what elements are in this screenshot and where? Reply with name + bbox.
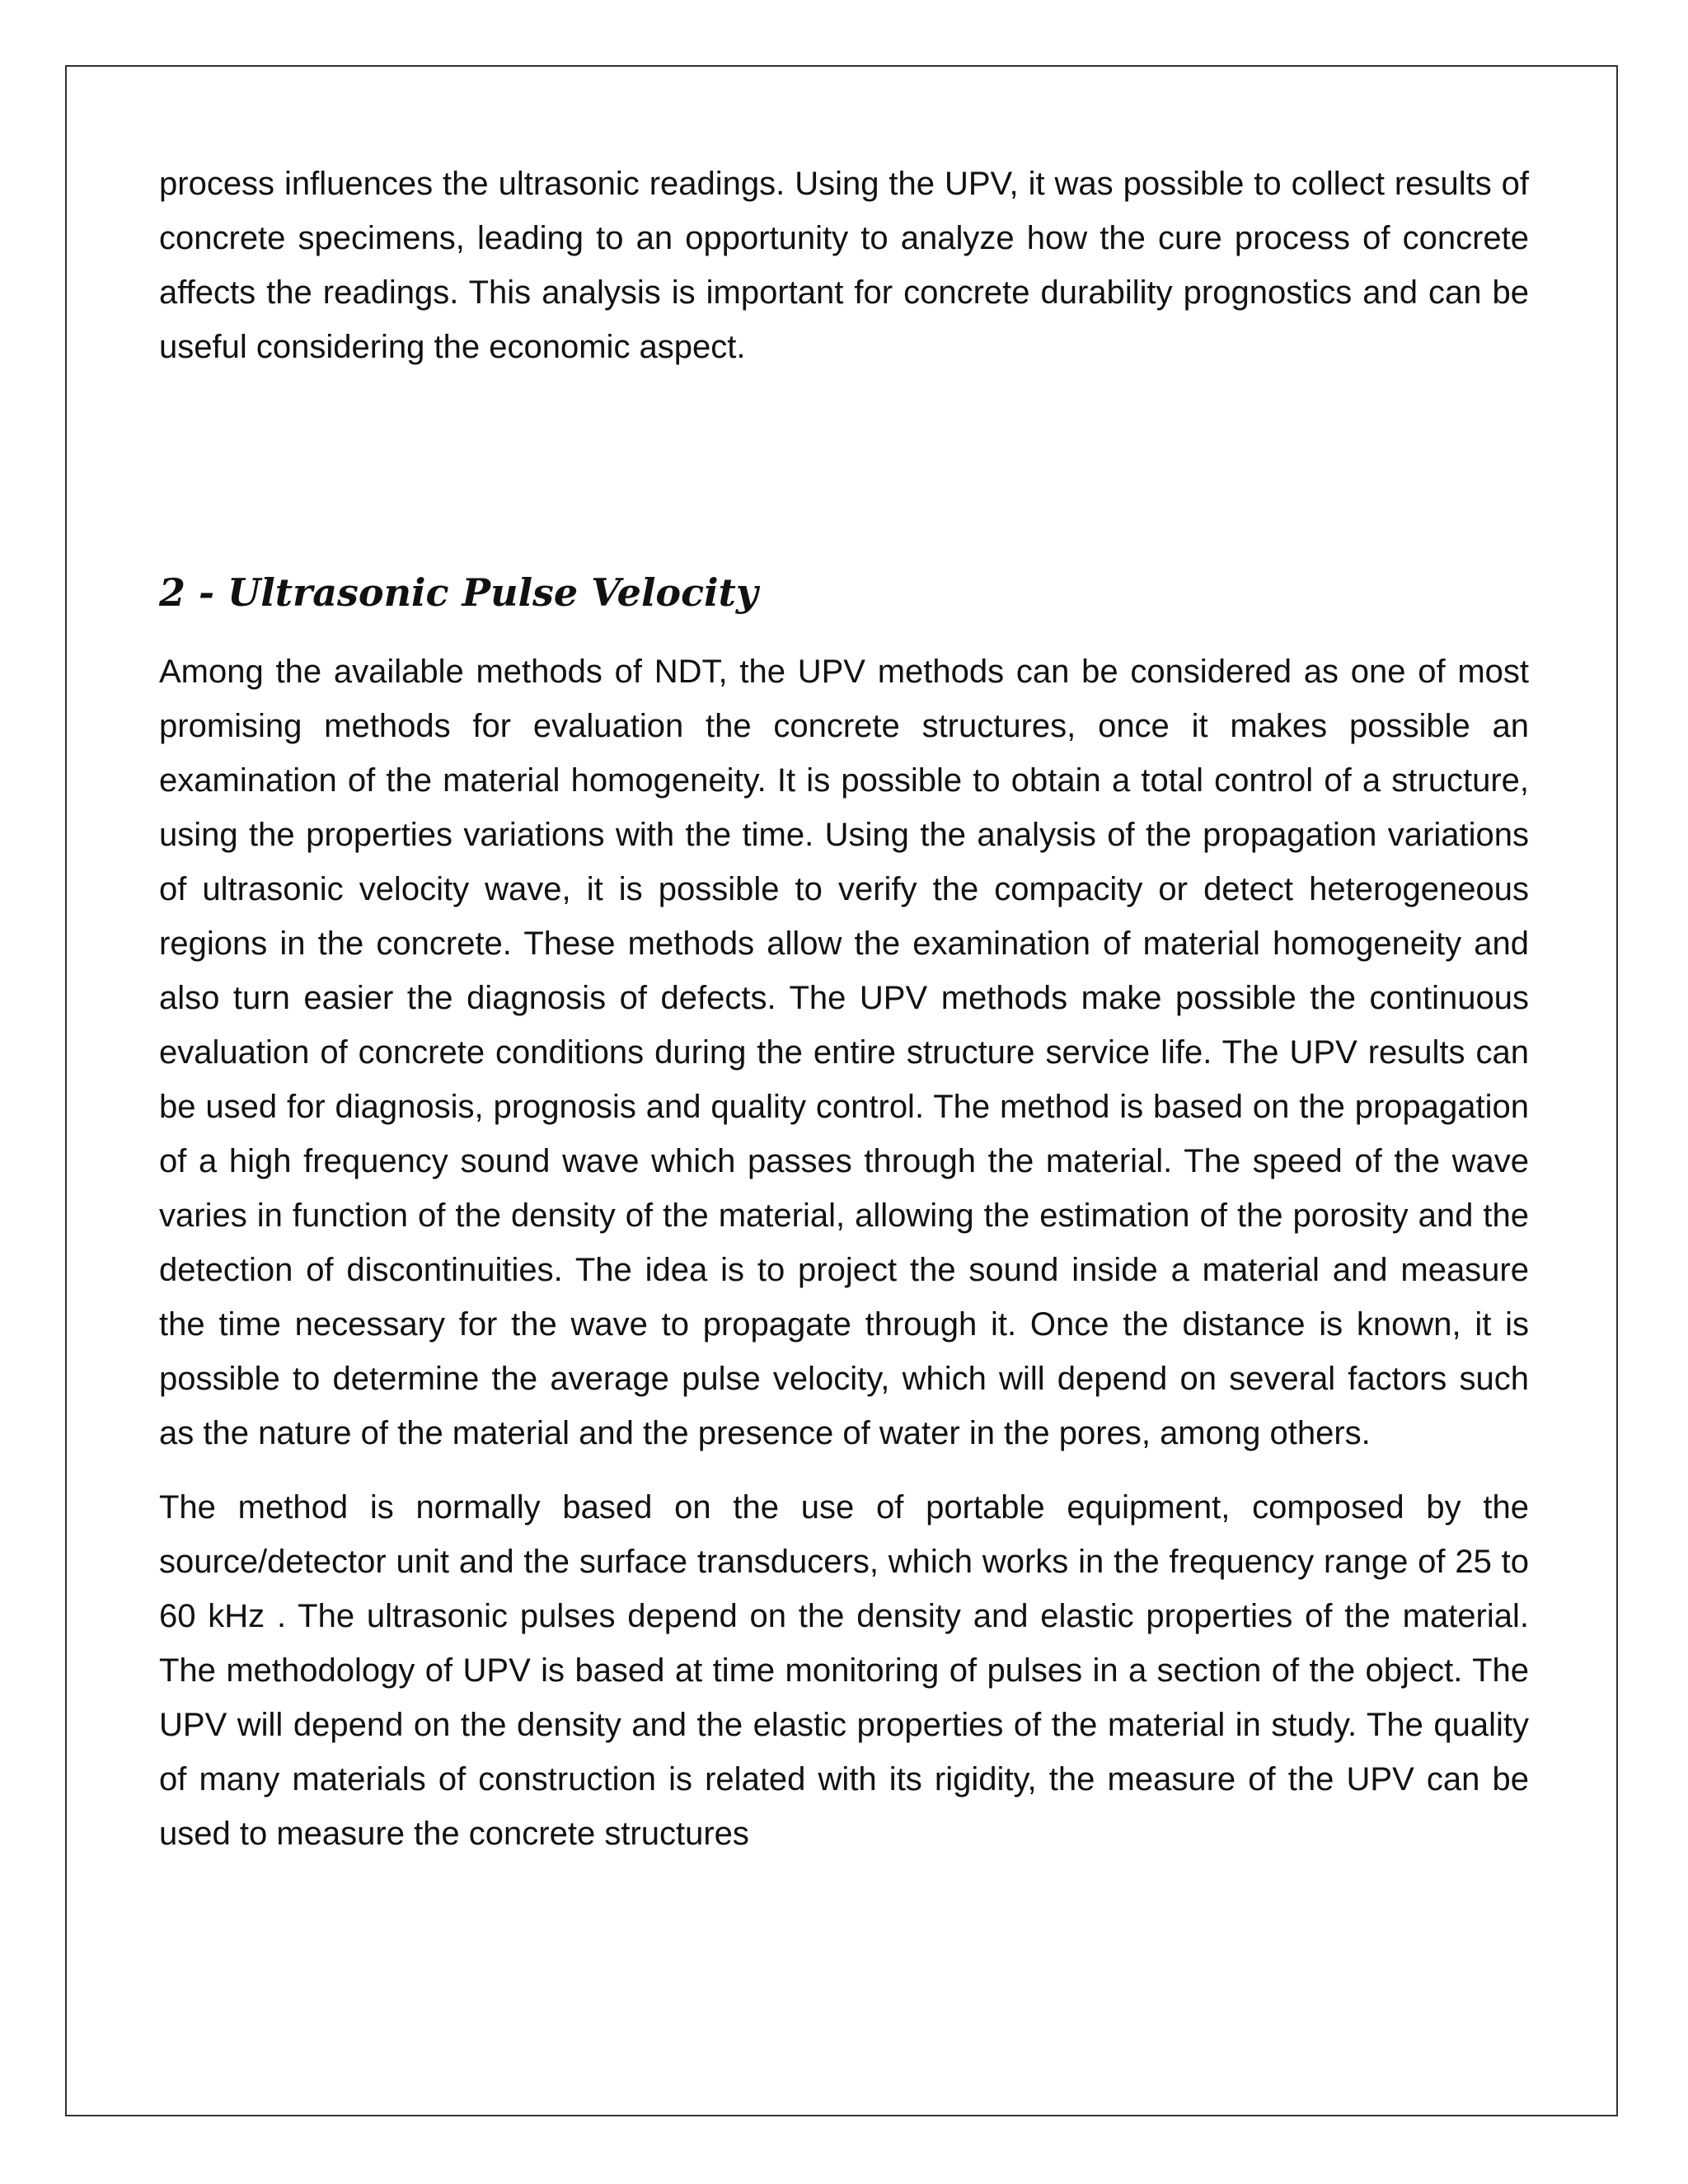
section-paragraph-2: The method is normally based on the use of portable equipment, composed by the source/detector unit and the surface transducers, which works in the frequency range of 25 to 60 kHz . The ultrasonic pulses depend on the density and elastic properties of the material. The methodology of UPV is based at time monitoring of pulses in a section of the object. The UPV will depend on the density and the elastic properties of the material in study. The quality of many materials of construction is related with its rigidity, the measure of the UPV can be used to measure the concrete structures xyxy=(159,1489,1529,1852)
document-body xyxy=(159,157,1529,1861)
section-heading: 2 - Ultrasonic Pulse Velocity xyxy=(159,570,758,615)
section-paragraph-1: Among the available methods of NDT, the UPV methods can be considered as one of most promising methods for evaluation the concrete structures, once it makes possible an examination of the material homogeneity. It is possible to obtain a total control of a structure, using the properties variations with the time. Using the analysis of the propagation variations of ultrasonic velocity wave, it is possible to verify the compacity or detect heterogeneous regions in the concrete. These methods allow the examination of material homogeneity and also turn easier the diagnosis of defects. The UPV methods make possible the continuous evaluation of concrete conditions during the entire structure service life. The UPV results can be used for diagnosis, prognosis and quality control. The method is based on the propagation of a high frequency sound wave which passes through the material. The speed of the wave varies in function of the density of the material, allowing the estimation of the porosity and the detection of discontinuities. The idea is to project the sound inside a material and measure the time necessary for the wave to propagate through it. Once the distance is known, it is possible to determine the average pulse velocity, which will depend on several factors such as the nature of the material and the presence of water in the pores, among others. xyxy=(159,654,1529,1451)
intro-paragraph: process influences the ultrasonic readings. Using the UPV, it was possible to collect results of concrete specimens, leading to an opportunity to analyze how the cure process of concrete affects the readings. This analysis is important for concrete durability prognostics and can be useful considering the economic aspect. xyxy=(159,166,1529,365)
